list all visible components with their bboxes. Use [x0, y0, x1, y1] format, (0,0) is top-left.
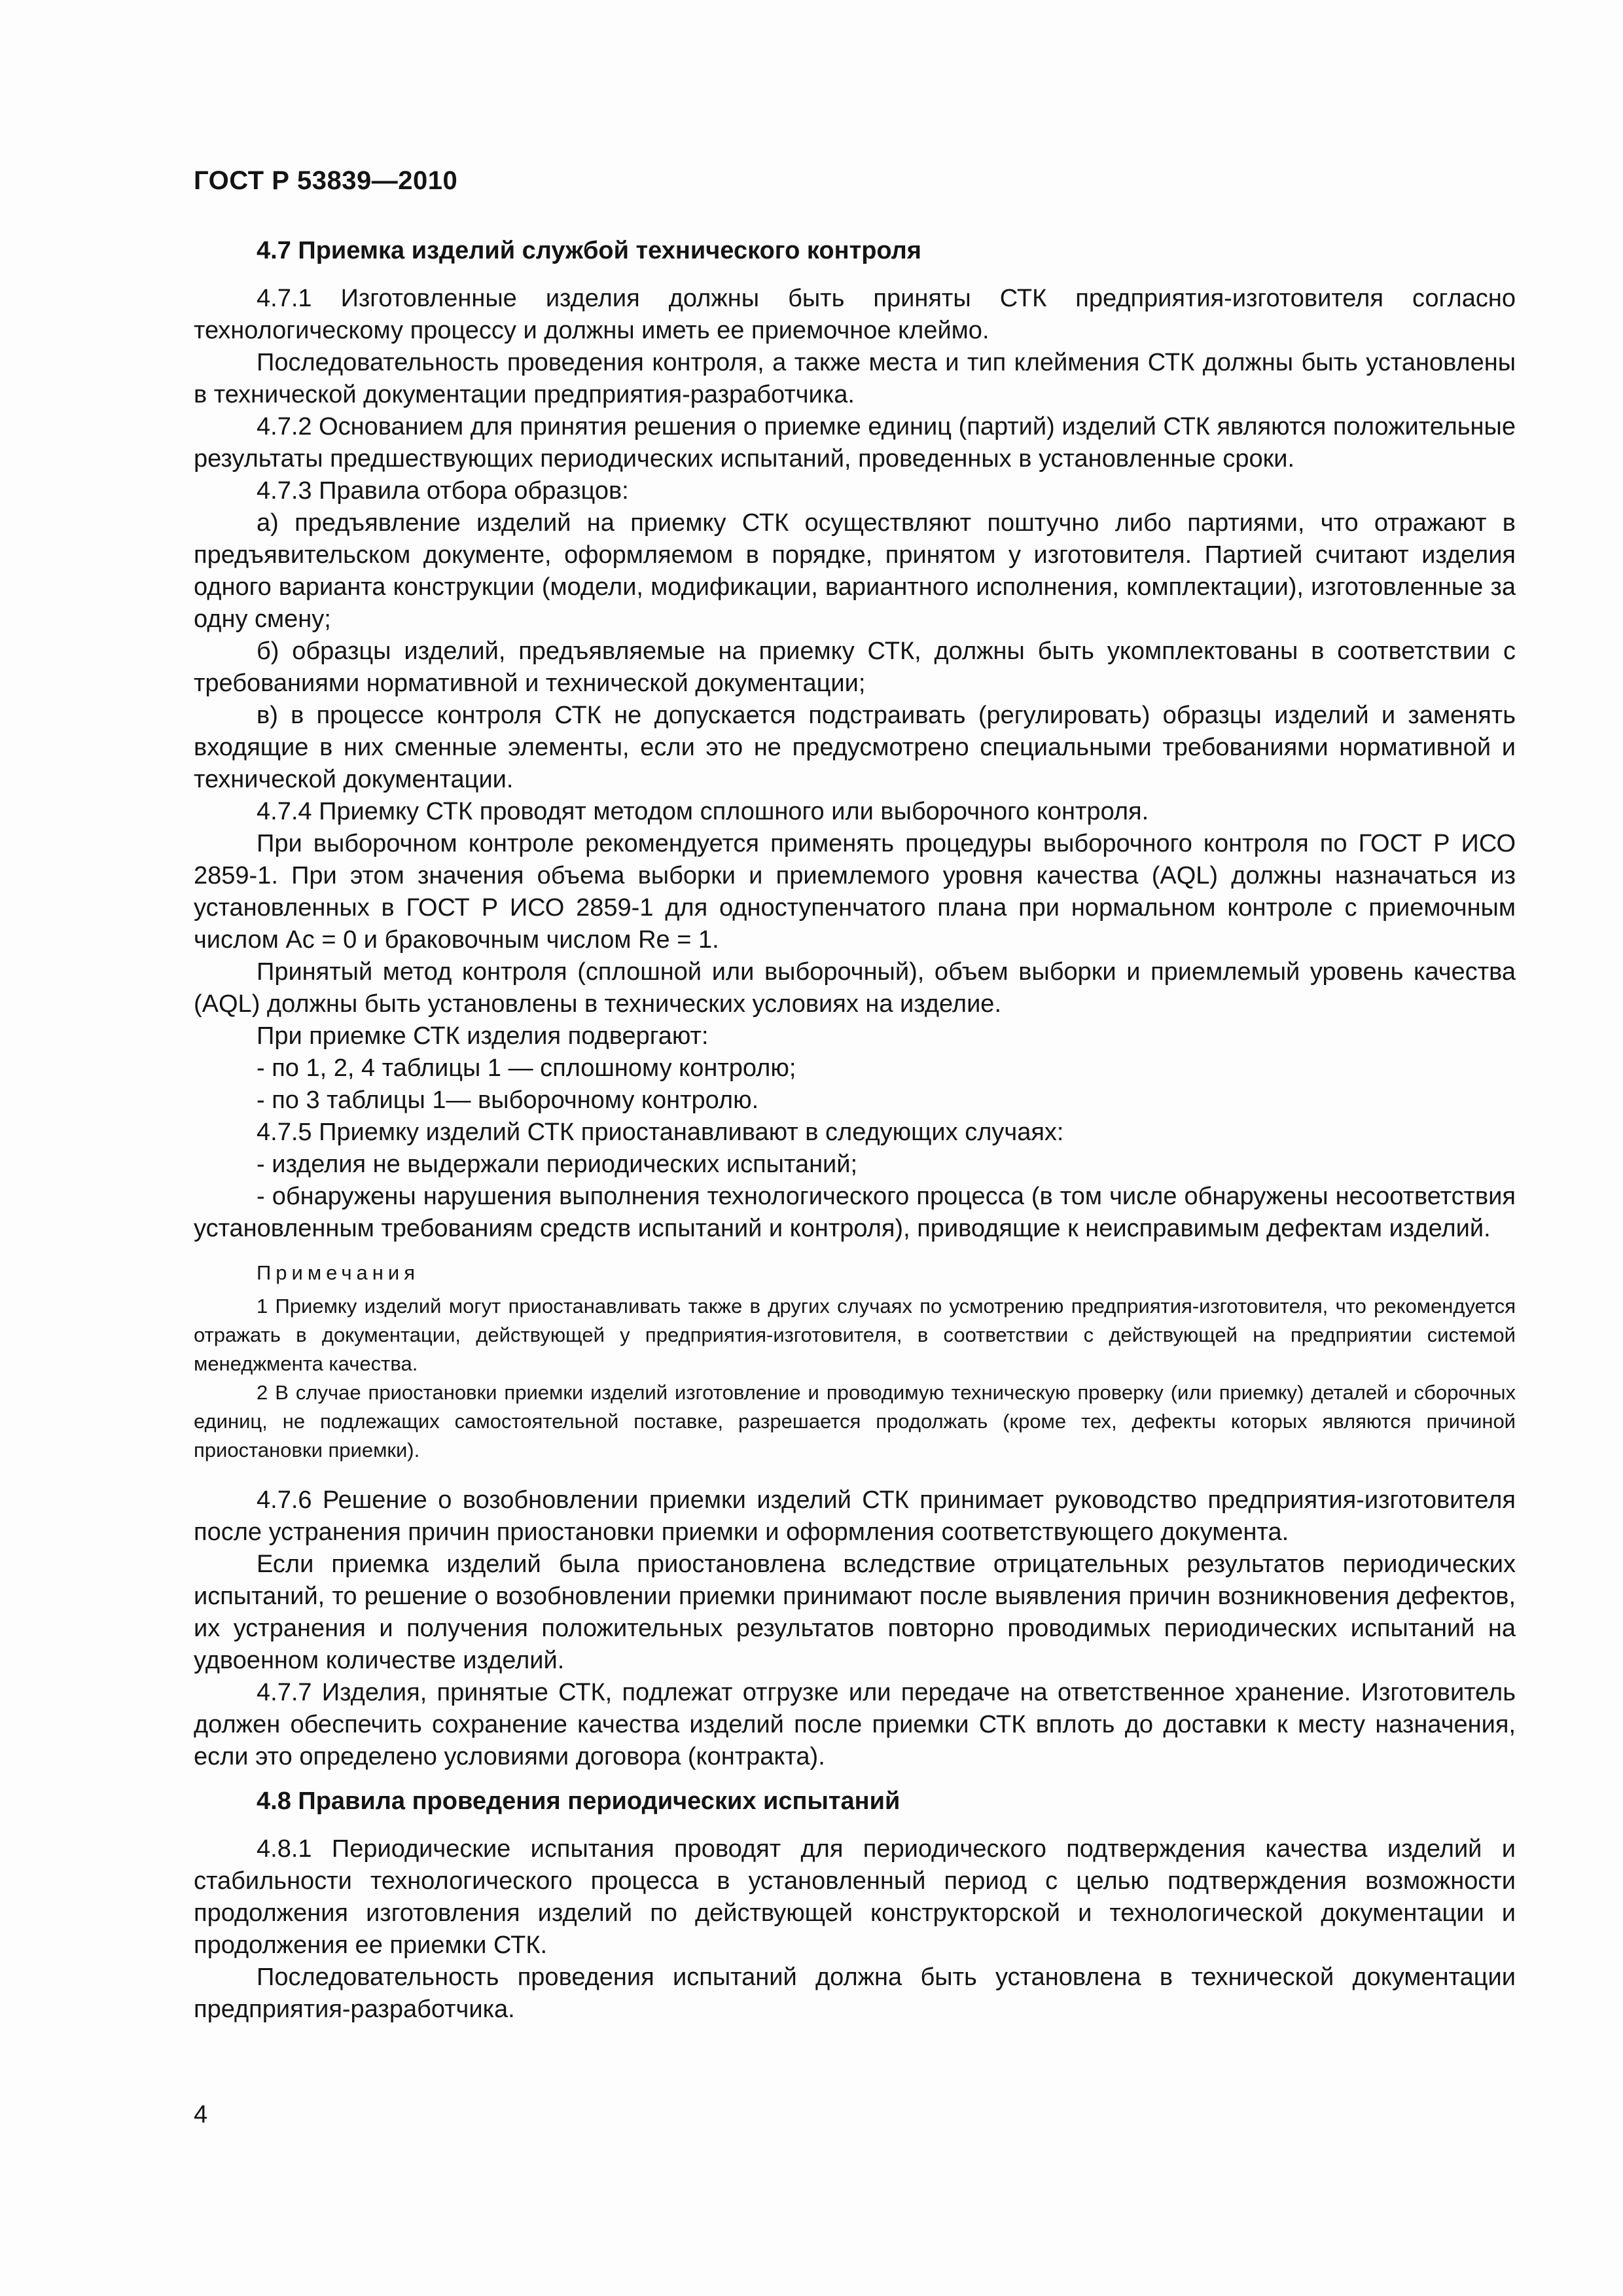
paragraph-sampling-control: При выборочном контроле рекомендуется применять процедуры выборочного контроля по ГОСТ Р ИСО 2859-1. При этом значения объема выборки и приемлемого уровня качества (AQL) должны назначаться из установленных в ГОСТ Р ИСО 2859-1 для одноступенчатого плана при нормальном контроле с приемочным числом Ac = 0 и браковочным числом Re = 1.	[194, 830, 1516, 954]
list-item-failed-tests: - изделия не выдержали периодических испытаний;	[257, 1151, 858, 1178]
notes-title: Примечания	[257, 1261, 419, 1284]
section-title-4-8: 4.8 Правила проведения периодических испытаний	[257, 1787, 901, 1815]
paragraph-test-sequence: Последовательность проведения испытаний должна быть установлена в технической документации предприятия-разработчика.	[194, 1964, 1516, 2023]
note-1: 1 Приемку изделий могут приостанавливать также в других случаях по усмотрению предприятия-изготовителя, что рекомендуется отражать в документации, действующей у предприятия-изготовителя, в соответствии с действующей на предприятии системой менеджмента качества.	[194, 1295, 1516, 1375]
page-number: 4	[194, 2101, 208, 2128]
paragraph-4-8-1: 4.8.1 Периодические испытания проводят для периодического подтверждения качества изделий и стабильности технологического процесса в установленный период с целью подтверждения возможности продолжения изготовления изделий по действующей конструкторской и технологической документации и продолжения ее приемки СТК.	[194, 1835, 1516, 1959]
note-2: 2 В случае приостановки приемки изделий изготовление и проводимую техническую проверку (или приемку) деталей и сборочных единиц, не подлежащих самостоятельной поставке, разрешается продолжать (кроме тех, дефекты которых являются причиной приостановки приемки).	[194, 1381, 1516, 1462]
paragraph-4-7-3: 4.7.3 Правила отбора образцов:	[257, 477, 629, 505]
list-item-a: а) предъявление изделий на приемку СТК осуществляют поштучно либо партиями, что отражают в предъявительском документе, оформляемом в порядке, принятом у изготовителя. Партией считают изделия одного варианта конструкции (модели, модификации, вариантного исполнения, комплектации), изготовленные за одну смену;	[194, 509, 1516, 633]
paragraph-4-7-1: 4.7.1 Изготовленные изделия должны быть приняты СТК предприятия-изготовителя согласно технологическому процессу и должны иметь ее приемочное клеймо.	[194, 285, 1516, 344]
spacer	[194, 1465, 1516, 1484]
paragraph-acceptance-subject: При приемке СТК изделия подвергают:	[257, 1022, 709, 1050]
paragraph-control-method: Принятый метод контроля (сплошной или выборочный), объем выборки и приемлемый уровень качества (AQL) должны быть установлены в технических условиях на изделие.	[194, 958, 1516, 1018]
list-item-sample-control: - по 3 таблицы 1— выборочному контролю.	[257, 1086, 759, 1114]
list-item-process-violations: - обнаружены нарушения выполнения технологического процесса (в том числе обнаружены несоответствия установленным требованиям средств испытаний и контроля), приводящие к неисправимым дефектам изделий.	[194, 1183, 1516, 1242]
paragraph-4-7-5: 4.7.5 Приемку изделий СТК приостанавливают в следующих случаях:	[257, 1119, 1064, 1146]
paragraph-4-7-1-sequence: Последовательность проведения контроля, а также места и тип клеймения СТК должны быть установлены в технической документации предприятия-разработчика.	[194, 349, 1516, 408]
list-item-full-control: - по 1, 2, 4 таблицы 1 — сплошному контролю;	[257, 1054, 796, 1082]
paragraph-4-7-4: 4.7.4 Приемку СТК проводят методом сплошного или выборочного контроля.	[257, 798, 1149, 825]
paragraph-4-7-2: 4.7.2 Основанием для принятия решения о приемке единиц (партий) изделий СТК являются положительные результаты предшествующих периодических испытаний, проведенных в установленные сроки.	[194, 413, 1516, 473]
paragraph-4-7-7: 4.7.7 Изделия, принятые СТК, подлежат отгрузке или передаче на ответственное хранение. Изготовитель должен обеспечить сохранение качества изделий после приемки СТК вплоть до доставки к месту назначения, если это определено условиями договора (контракта).	[194, 1679, 1516, 1770]
list-item-v: в) в процессе контроля СТК не допускается подстраивать (регулировать) образцы изделий и заменять входящие в них сменные элементы, если это не предусмотрено специальными требованиями нормативной и технической документации.	[194, 702, 1516, 793]
document-code-header: ГОСТ Р 53839—2010	[194, 166, 458, 195]
section-title-4-7: 4.7 Приемка изделий службой технического контроля	[257, 237, 921, 264]
paragraph-resumption: Если приемка изделий была приостановлена вследствие отрицательных результатов периодических испытаний, то решение о возобновлении приемки принимают после выявления причин возникновения дефектов, их устранения и получения положительных результатов повторно проводимых периодических испытаний на удвоенном количестве изделий.	[194, 1551, 1516, 1674]
paragraph-4-7-6: 4.7.6 Решение о возобновлении приемки изделий СТК принимает руководство предприятия-изготовителя после устранения причин приостановки приемки и оформления соответствующего документа.	[194, 1486, 1516, 1546]
list-item-b: б) образцы изделий, предъявляемые на приемку СТК, должны быть укомплектованы в соответствии с требованиями нормативной и технической документации;	[194, 637, 1516, 697]
page-content	[194, 164, 1516, 2026]
